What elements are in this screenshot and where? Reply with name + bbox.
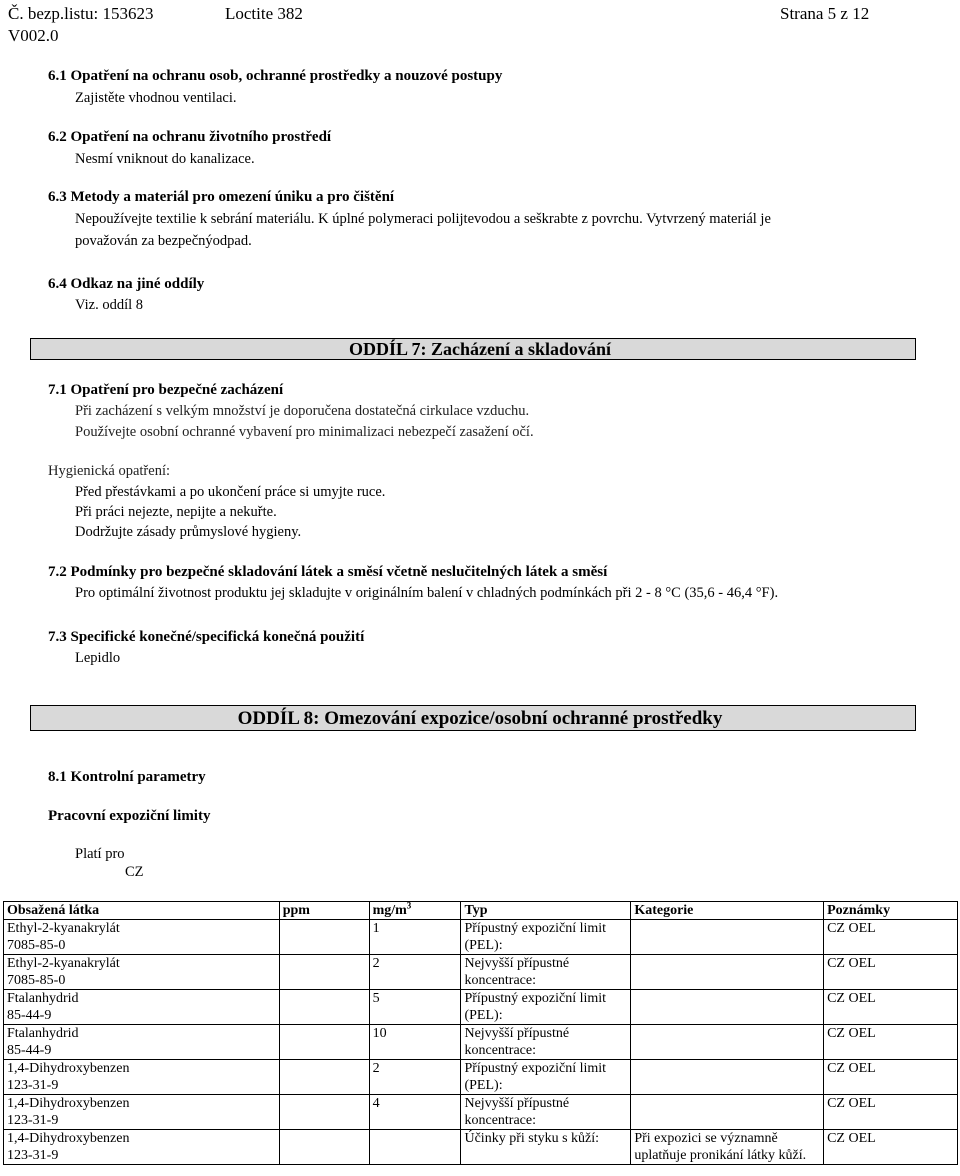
col-substance: Obsažená látka xyxy=(4,902,280,920)
table-row xyxy=(4,990,958,1025)
ppm-cell xyxy=(279,1095,369,1130)
table-row xyxy=(4,1095,958,1130)
mg-cell: 2 xyxy=(369,955,461,990)
text-6-4: Viz. oddíl 8 xyxy=(75,297,143,313)
col-notes: Poznámky xyxy=(824,902,958,920)
substance-name: 1,4-Dihydroxybenzen xyxy=(7,1131,130,1146)
substance-name: Ftalanhydrid xyxy=(7,1026,79,1041)
notes-cell: CZ OEL xyxy=(824,990,958,1025)
heading-6-4: 6.4 Odkaz na jiné oddíly xyxy=(48,276,205,292)
notes-cell: CZ OEL xyxy=(824,1025,958,1060)
notes-cell: CZ OEL xyxy=(824,1095,958,1130)
hygiene-line3: Dodržujte zásady průmyslové hygieny. xyxy=(75,524,302,540)
col-ppm: ppm xyxy=(279,902,369,920)
table-header-row xyxy=(4,902,958,920)
substance-cell xyxy=(4,1130,280,1165)
text-6-2: Nesmí vniknout do kanalizace. xyxy=(75,151,255,167)
heading-6-2: 6.2 Opatření na ochranu životního prostředí xyxy=(48,129,332,145)
substance-name: 1,4-Dihydroxybenzen xyxy=(7,1096,130,1111)
notes-cell: CZ OEL xyxy=(824,1130,958,1165)
exposure-limits-table xyxy=(3,901,958,1165)
substance-name: Ethyl-2-kyanakrylát xyxy=(7,921,120,936)
section-8-title: ODDÍL 8: Omezování expozice/osobní ochranné prostředky xyxy=(237,708,723,729)
text-7-1-line1: Při zacházení s velkým množství je doporučena dostatečná cirkulace vzduchu. xyxy=(75,403,530,419)
mg-cell: 10 xyxy=(369,1025,461,1060)
substance-name: Ethyl-2-kyanakrylát xyxy=(7,956,120,971)
ppm-cell xyxy=(279,955,369,990)
col-mg-sup: 3 xyxy=(406,900,412,911)
notes-cell: CZ OEL xyxy=(824,955,958,990)
col-mg xyxy=(369,902,461,920)
text-7-3: Lepidlo xyxy=(75,650,121,666)
type-cell: Přípustný expoziční limit (PEL): xyxy=(461,990,631,1025)
cas-number: 85-44-9 xyxy=(7,1008,52,1023)
heading-6-3: 6.3 Metody a materiál pro omezení úniku a pro čištění xyxy=(48,189,395,205)
substance-name: 1,4-Dihydroxybenzen xyxy=(7,1061,130,1076)
ppm-cell xyxy=(279,920,369,955)
heading-7-2: 7.2 Podmínky pro bezpečné skladování látek a směsí včetně neslučitelných látek a směsí xyxy=(48,564,608,580)
document-version: V002.0 xyxy=(8,26,59,45)
ppm-cell xyxy=(279,1130,369,1165)
mg-cell: 5 xyxy=(369,990,461,1025)
substance-name: Ftalanhydrid xyxy=(7,991,79,1006)
category-cell xyxy=(631,990,824,1025)
type-cell: Nejvyšší přípustné koncentrace: xyxy=(461,955,631,990)
exposure-limits-heading: Pracovní expoziční limity xyxy=(48,808,211,824)
substance-cell xyxy=(4,920,280,955)
table-row xyxy=(4,1060,958,1095)
heading-6-1: 6.1 Opatření na ochranu osob, ochranné prostředky a nouzové postupy xyxy=(48,68,503,84)
type-cell: Přípustný expoziční limit (PEL): xyxy=(461,920,631,955)
table-row xyxy=(4,1025,958,1060)
col-category: Kategorie xyxy=(631,902,824,920)
hygiene-line2: Při práci nejezte, nepijte a nekuřte. xyxy=(75,504,277,520)
substance-cell xyxy=(4,1060,280,1095)
mg-cell: 1 xyxy=(369,920,461,955)
col-mg-base: mg/m xyxy=(372,903,407,918)
table-row xyxy=(4,920,958,955)
table-row xyxy=(4,1130,958,1165)
col-type: Typ xyxy=(461,902,631,920)
text-7-1-line2: Používejte osobní ochranné vybavení pro minimalizaci nebezpečí zasažení očí. xyxy=(75,424,534,440)
applies-label: Platí pro xyxy=(75,846,125,862)
category-cell xyxy=(631,1095,824,1130)
text-7-2: Pro optimální životnost produktu jej skladujte v originálním balení v chladných podmínkách při 2 - 8 °C (35,6 - 46,4 °F). xyxy=(75,585,779,601)
ppm-cell xyxy=(279,1025,369,1060)
hygiene-label: Hygienická opatření: xyxy=(48,463,170,479)
type-cell: Nejvyšší přípustné koncentrace: xyxy=(461,1025,631,1060)
mg-cell xyxy=(369,1130,461,1165)
notes-cell: CZ OEL xyxy=(824,1060,958,1095)
category-cell: Při expozici se významně uplatňuje pronikání látky kůží. xyxy=(631,1130,824,1165)
substance-cell xyxy=(4,1025,280,1060)
cas-number: 85-44-9 xyxy=(7,1043,52,1058)
section-8-title-bar xyxy=(30,705,916,731)
notes-cell: CZ OEL xyxy=(824,920,958,955)
heading-7-1: 7.1 Opatření pro bezpečné zacházení xyxy=(48,382,284,398)
hygiene-line1: Před přestávkami a po ukončení práce si umyjte ruce. xyxy=(75,484,386,500)
heading-8-1: 8.1 Kontrolní parametry xyxy=(48,769,206,785)
substance-cell xyxy=(4,955,280,990)
category-cell xyxy=(631,955,824,990)
category-cell xyxy=(631,1060,824,1095)
type-cell: Účinky při styku s kůží: xyxy=(461,1130,631,1165)
cas-number: 7085-85-0 xyxy=(7,938,66,953)
category-cell xyxy=(631,920,824,955)
substance-cell xyxy=(4,1095,280,1130)
text-6-1: Zajistěte vhodnou ventilaci. xyxy=(75,90,237,106)
section-7-title-bar xyxy=(30,338,916,360)
ppm-cell xyxy=(279,1060,369,1095)
applies-value: CZ xyxy=(125,864,144,880)
substance-cell xyxy=(4,990,280,1025)
mg-cell: 2 xyxy=(369,1060,461,1095)
heading-7-3: 7.3 Specifické konečné/specifická konečná použití xyxy=(48,629,365,645)
type-cell: Přípustný expoziční limit (PEL): xyxy=(461,1060,631,1095)
cas-number: 123-31-9 xyxy=(7,1113,59,1128)
category-cell xyxy=(631,1025,824,1060)
text-6-3-line2: považován za bezpečnýodpad. xyxy=(75,233,252,249)
cas-number: 7085-85-0 xyxy=(7,973,66,988)
cas-number: 123-31-9 xyxy=(7,1078,59,1093)
section-7-title: ODDÍL 7: Zacházení a skladování xyxy=(348,339,612,359)
page-number: Strana 5 z 12 xyxy=(780,4,870,23)
table-row xyxy=(4,955,958,990)
mg-cell: 4 xyxy=(369,1095,461,1130)
type-cell: Nejvyšší přípustné koncentrace: xyxy=(461,1095,631,1130)
product-name: Loctite 382 xyxy=(225,4,303,23)
text-6-3-line1: Nepoužívejte textilie k sebrání materiálu. K úplné polymeraci polijtevodou a seškrabte z povrchu. Vytvrzený materiál je xyxy=(75,211,771,227)
ppm-cell xyxy=(279,990,369,1025)
document-number: Č. bezp.listu: 153623 xyxy=(8,4,154,23)
cas-number: 123-31-9 xyxy=(7,1148,59,1163)
